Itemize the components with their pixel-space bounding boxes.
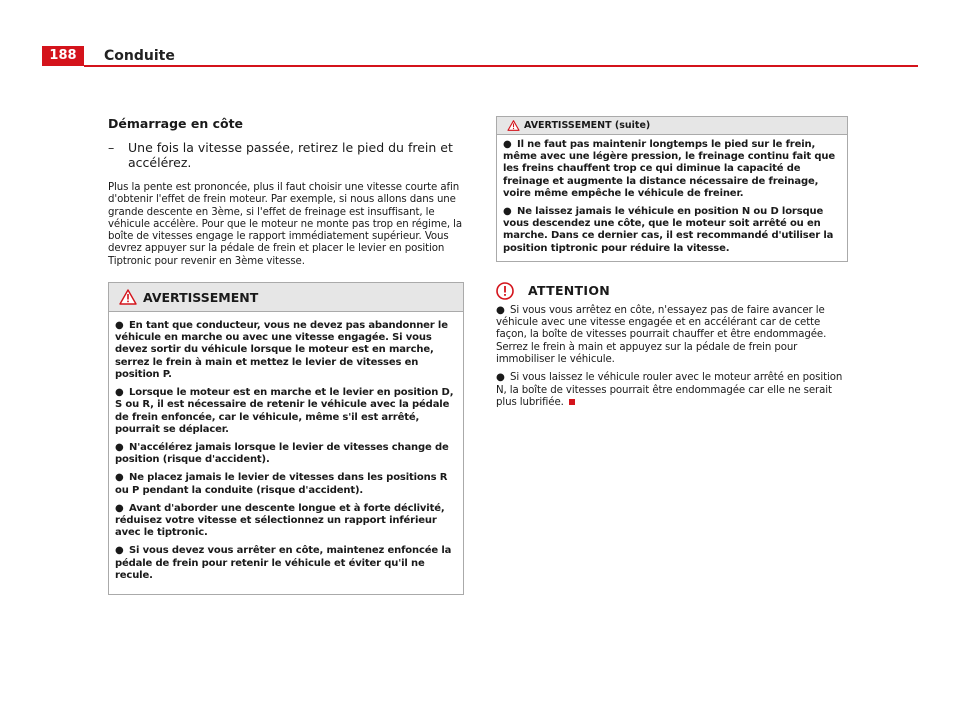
section-title: Conduite [104, 48, 175, 64]
warning-item [503, 139, 839, 200]
warning-header [109, 283, 463, 312]
warning-item [115, 545, 455, 582]
bullet: ● [496, 372, 505, 384]
attention-title: ATTENTION [528, 283, 611, 299]
warning-continued-title: AVERTISSEMENT (suite) [524, 120, 651, 131]
warning-item-text: Ne laissez jamais le véhicule en position N ou D lorsque vous descendez une côte, que le moteur soit arrêté ou en marche. Dans ce dernier cas, il est recommandé d'utiliser la position tiptronic pour réduire la vitesse. [503, 206, 834, 254]
page-number: 188 [42, 46, 84, 66]
warning-item-text: Ne placez jamais le levier de vitesses dans les positions R ou P pendant la conduite (risque d'accident). [115, 472, 448, 496]
warning-item-text: Si vous devez vous arrêter en côte, maintenez enfoncée la pédale de frein pour retenir le véhicule et éviter qu'il ne recule. [115, 545, 452, 581]
bullet: ● [115, 441, 124, 453]
warning-body [109, 312, 463, 594]
warning-item [115, 472, 455, 496]
warning-continued-header [497, 117, 847, 135]
step-text: Une fois la vitesse passée, retirez le pied du frein et accélérez. [128, 140, 453, 170]
attention-header [496, 282, 848, 300]
header-rule [84, 65, 918, 67]
bullet: ● [115, 502, 124, 514]
subheading: Démarrage en côte [108, 116, 244, 131]
warning-item-text: Lorsque le moteur est en marche et le levier en position D, S ou R, il est nécessaire de retenir le véhicule avec la pédale de frein enfoncée, car le véhicule, même s'il est arrêté, pourrait se déplacer. [115, 387, 454, 435]
warning-continued-box [496, 116, 848, 262]
warning-triangle-icon [119, 289, 137, 305]
exclamation-circle-icon [496, 282, 514, 300]
bullet: ● [115, 545, 124, 557]
instruction-step [108, 140, 464, 170]
bullet: ● [503, 139, 512, 150]
section-end-marker [569, 399, 575, 405]
attention-item-text: Si vous laissez le véhicule rouler avec le moteur arrêté en position N, la boîte de vitesses pourrait être endommagée car elle ne serait plus lubrifiée. [496, 372, 843, 408]
warning-triangle-icon [507, 120, 520, 131]
bullet: ● [503, 206, 512, 218]
warning-continued-body [497, 135, 847, 261]
warning-item [115, 387, 455, 436]
left-column [108, 116, 464, 595]
step-dash: – [108, 140, 115, 155]
warning-item-text: Il ne faut pas maintenir longtemps le pied sur le frein, même avec une légère pression, le freinage continu fait que les freins chauffent trop ce qui diminue la capacité de freinage et augmente la distance nécessaire de freinage, voire même empêche le véhicule de freiner. [503, 139, 835, 199]
bullet: ● [115, 387, 124, 399]
warning-item [115, 320, 455, 381]
bullet: ● [115, 472, 124, 484]
right-column [496, 116, 848, 415]
attention-item [496, 372, 848, 409]
bullet: ● [496, 304, 505, 316]
warning-item-text: N'accélérez jamais lorsque le levier de vitesses change de position (risque d'accident). [115, 441, 449, 466]
warning-title: AVERTISSEMENT [143, 289, 259, 305]
attention-item-text: Si vous vous arrêtez en côte, n'essayez pas de faire avancer le véhicule avec une vitesse engagée et en accélérant car de cette façon, la boîte de vitesses pourrait chauffer et être endommagée. Serrez le frein à main et appuyez sur la pédale de frein pour immobiliser le véhicule. [496, 304, 827, 366]
attention-item [496, 305, 848, 366]
warning-item-text: En tant que conducteur, vous ne devez pas abandonner le véhicule en marche ou avec une vitesse engagée. Si vous devez sortir du véhicule lorsque le moteur est en marche, serrez le frein à main et mettez le levier de vitesses en position P. [115, 320, 448, 380]
warning-item [503, 206, 839, 255]
warning-box [108, 282, 464, 595]
body-paragraph: Plus la pente est prononcée, plus il faut choisir une vitesse courte afin d'obtenir l'effet de frein moteur. Par exemple, si nous allons dans une grande descente en 3ème, si l'effet de freinage est insuffisant, le véhicule accélère. Pour que le moteur ne monte pas trop en régime, la boîte de vitesses engage le rapport immédiatement supérieur. Vous devrez appuyer sur la pédale de frein et placer le levier en position Tiptronic pour revenir en 3ème vitesse. [108, 182, 463, 267]
warning-item [115, 503, 455, 540]
warning-item [115, 442, 455, 466]
bullet: ● [115, 320, 124, 332]
warning-item-text: Avant d'aborder une descente longue et à forte déclivité, réduisez votre vitesse et sélectionnez un rapport inférieur avec le tiptronic. [115, 502, 445, 539]
